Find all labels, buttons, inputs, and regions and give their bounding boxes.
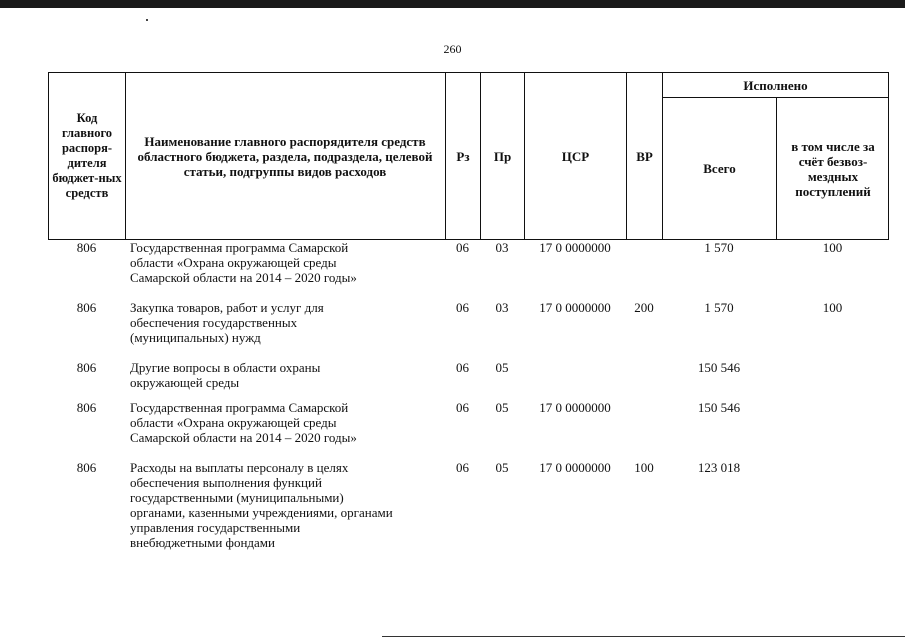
row-code: 806 [76,360,97,375]
row-name: Государственная программа Самарской области «Охрана окружающей среды Самарской области на 2014 – 2020 годы» [130,240,357,285]
header-vr: ВР [636,148,653,164]
row-pr: 05 [495,460,509,475]
row-vr: 100 [634,460,654,475]
row-total: 1 570 [704,240,734,255]
row-code: 806 [76,460,97,475]
row-pr: 03 [495,240,509,255]
header-border [48,72,49,240]
header-csr: ЦСР [561,148,590,164]
row-total: 1 570 [704,300,734,315]
row-grant: 100 [822,240,843,255]
row-name: Расходы на выплаты персоналу в целях обеспечения выполнения функций государственными (муниципальными) органами, казенными учреждениями, органами управления государственными внебюджетными фондами [130,460,393,550]
header-executed: Исполнено [743,77,808,93]
row-code: 806 [76,300,97,315]
header-pr: Пр [493,148,512,164]
row-total: 150 546 [697,360,741,375]
header-code: Код главного распоря-дителя бюджет-ных средств [52,111,122,200]
row-code: 806 [76,400,97,415]
row-code: 806 [76,240,97,255]
row-rz: 06 [456,400,469,415]
header-name: Наименование главного распорядителя средств областного бюджета, раздела, подраздела, целевой статьи, подгруппы видов расходов [137,133,433,179]
scan-speck [146,19,148,21]
row-name: Другие вопросы в области охраны окружающей среды [130,360,321,390]
row-csr: 17 0 0000000 [539,400,611,415]
header-total: Всего [703,161,736,176]
header-border [776,97,777,240]
row-total: 123 018 [697,460,741,475]
row-csr: 17 0 0000000 [539,240,611,255]
row-rz: 06 [456,300,469,315]
row-pr: 05 [495,360,509,375]
header-border [888,72,889,240]
row-pr: 03 [495,300,509,315]
header-grant: в том числе за счёт безвоз-мездных поступлений [791,138,875,199]
row-name: Закупка товаров, работ и услуг для обеспечения государственных (муниципальных) нужд [130,300,324,345]
scan-bottom-rule [382,636,905,637]
row-rz: 06 [456,460,469,475]
row-grant: 100 [822,300,843,315]
page-number: 260 [443,42,462,56]
row-vr: 200 [634,300,654,315]
row-rz: 06 [456,240,469,255]
scan-top-edge [0,0,905,8]
header-border [125,72,126,240]
row-pr: 05 [495,400,509,415]
row-csr: 17 0 0000000 [539,300,611,315]
row-csr: 17 0 0000000 [539,460,611,475]
header-rz: Рз [456,148,470,164]
row-rz: 06 [456,360,469,375]
row-total: 150 546 [697,400,741,415]
row-name: Государственная программа Самарской области «Охрана окружающей среды Самарской области на 2014 – 2020 годы» [130,400,357,445]
